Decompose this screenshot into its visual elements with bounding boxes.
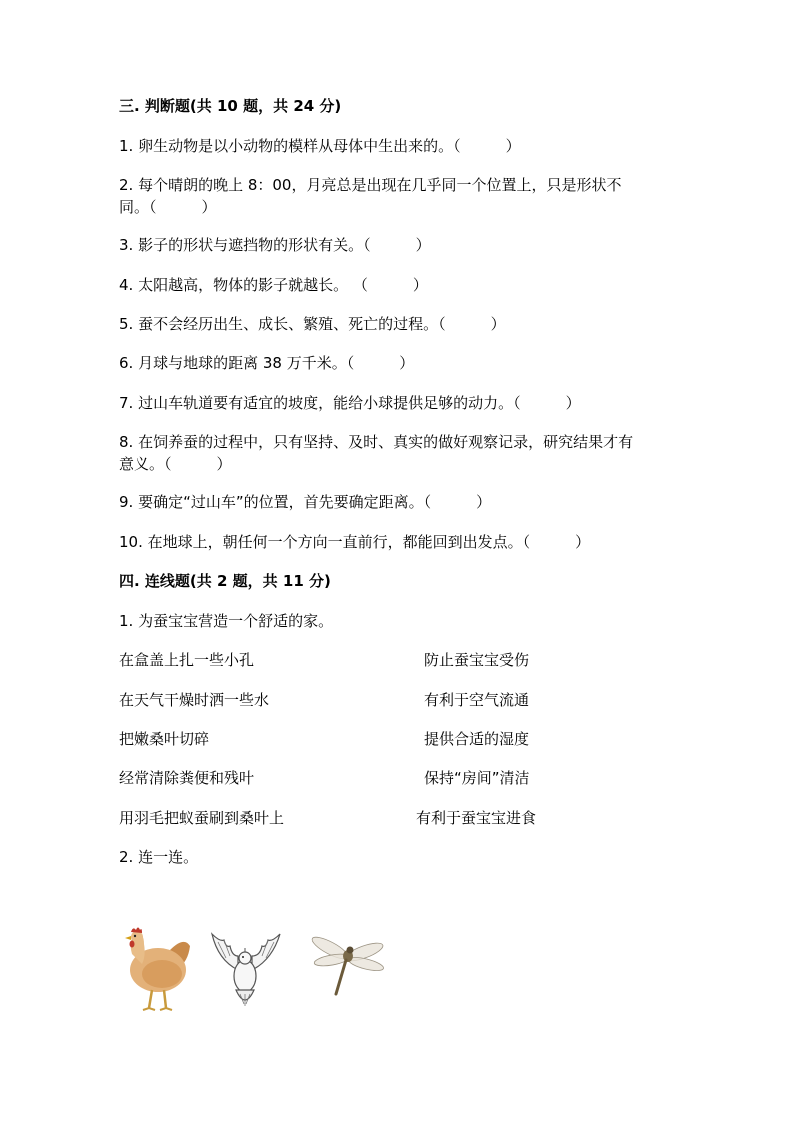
match-left-2: 在天气干燥时洒一些水 — [119, 691, 270, 709]
dove-image — [208, 930, 284, 1010]
judge-item-8-cont: 意义。（ ） — [119, 455, 232, 473]
match-left-4: 经常清除粪便和残叶 — [119, 769, 255, 787]
judge-item-10: 10. 在地球上，朝任何一个方向一直前行，都能回到出发点。（ ） — [119, 533, 591, 551]
match-right-4: 保持“房间”清洁 — [424, 769, 530, 787]
match-left-5: 用羽毛把蚁蚕刷到桑叶上 — [119, 809, 285, 827]
match-question-2: 2. 连一连。 — [119, 848, 199, 866]
match-right-1: 防止蚕宝宝受伤 — [424, 651, 530, 669]
match-right-2: 有利于空气流通 — [424, 691, 530, 709]
dragonfly-image — [306, 930, 390, 998]
match-right-5: 有利于蚕宝宝进食 — [416, 809, 537, 827]
judge-item-8: 8. 在饲养蚕的过程中，只有坚持、及时、真实的做好观察记录，研究结果才有 — [119, 433, 634, 451]
judge-item-2: 2. 每个晴朗的晚上 8：00，月亮总是出现在几乎同一个位置上，只是形状不 — [119, 176, 622, 194]
match-question-1: 1. 为蚕宝宝营造一个舒适的家。 — [119, 612, 334, 630]
match-right-3: 提供合适的湿度 — [424, 730, 530, 748]
judge-item-9: 9. 要确定“过山车”的位置，首先要确定距离。（ ） — [119, 493, 492, 511]
judge-item-6: 6. 月球与地球的距离 38 万千米。（ ） — [119, 354, 415, 372]
judge-item-4: 4. 太阳越高，物体的影子就越长。 （ ） — [119, 276, 428, 294]
judge-item-1: 1. 卵生动物是以小动物的模样从母体中生出来的。（ ） — [119, 137, 521, 155]
section3-heading: 三. 判断题(共 10 题，共 24 分) — [119, 97, 342, 115]
section4-heading: 四. 连线题(共 2 题，共 11 分) — [119, 572, 331, 590]
judge-item-5: 5. 蚕不会经历出生、成长、繁殖、死亡的过程。（ ） — [119, 315, 506, 333]
judge-item-3: 3. 影子的形状与遮挡物的形状有关。（ ） — [119, 236, 431, 254]
hen-image — [118, 922, 194, 1014]
match-left-1: 在盒盖上扎一些小孔 — [119, 651, 255, 669]
judge-item-7: 7. 过山车轨道要有适宜的坡度，能给小球提供足够的动力。（ ） — [119, 394, 581, 412]
match-left-3: 把嫩桑叶切碎 — [119, 730, 210, 748]
judge-item-2-cont: 同。（ ） — [119, 198, 217, 216]
